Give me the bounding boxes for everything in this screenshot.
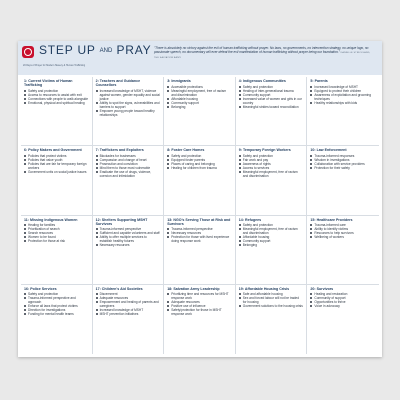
day-cell (93, 146, 165, 215)
prayer-item: Government units on social justice issues (24, 170, 89, 174)
day-title: 19: Affordable Housing Crisis (238, 286, 290, 291)
prayer-list (239, 154, 304, 178)
prayer-item: Positive use of influence (167, 304, 232, 308)
prayer-item: Prosecution and conviction (96, 162, 161, 166)
prayer-list (239, 223, 304, 247)
day-cell (93, 216, 165, 285)
day-title: 13: NGO's Serving Those at Risk and Survivors (167, 217, 231, 226)
prayer-item: Healing and restoration (310, 292, 376, 296)
prayer-list (167, 85, 232, 109)
quote-attribution: DANIELLE STRICKLAND, THE SALVATION ARMY (154, 52, 371, 59)
day-cell (236, 216, 308, 285)
prayer-item: Women to be found (24, 235, 89, 239)
prayer-item: Increased value of women and girls in our country (239, 97, 304, 105)
day-cell (93, 285, 165, 354)
prayer-list (310, 85, 376, 105)
prayer-guide-page (18, 41, 382, 357)
day-title: 4: Indigenous Communities (238, 79, 286, 83)
prayer-item: Empower young people toward healthy relationships (96, 109, 161, 117)
prayer-item: Affordable housing (239, 235, 304, 239)
prayer-item: Ability to spot the signs, vulnerabilities and barriers to support (96, 101, 161, 109)
prayer-item: Access to resources to assist with exit (24, 93, 89, 97)
prayer-item: Sex and forced labour will not be traded for housing (239, 296, 304, 304)
prayer-item: Healing for children from trauma (167, 166, 232, 170)
day-cell (236, 146, 308, 215)
prayer-item: Meaningful strides toward reconciliation (239, 105, 304, 109)
prayer-item: Connections with people to walk alongside (24, 97, 89, 101)
prayer-item: Adequate resources (96, 296, 161, 300)
prayer-list (96, 89, 161, 117)
day-title: 2: Teachers and Guidance Counsellors (95, 79, 141, 88)
prayer-item: Awareness of exploitation and grooming techniques (310, 93, 376, 101)
page-title (39, 43, 151, 57)
prayer-item: Healthy relationships with kids (310, 101, 376, 105)
prayer-list (167, 292, 232, 316)
prayer-item: Mind them to those most vulnerable (96, 166, 161, 170)
day-cell (236, 285, 308, 354)
prayer-item: Affordable housing (167, 97, 232, 101)
prayer-item: Protection for their safety (310, 166, 376, 170)
prayer-item: Equipped to protect their children (310, 89, 376, 93)
prayer-item: Community support (239, 239, 304, 243)
prayer-list (310, 223, 376, 239)
day-title: 20: Survivors (310, 286, 334, 291)
days-grid (21, 77, 379, 354)
prayer-item: Emotional, physical and spiritual healing (24, 101, 89, 105)
day-title: 14: Refugees (238, 217, 262, 222)
prayer-list (96, 154, 161, 178)
prayer-list (310, 292, 376, 308)
prayer-list (239, 85, 304, 109)
prayer-item: Awareness of rights (239, 162, 304, 166)
prayer-item: Policies that protect victims (24, 154, 89, 158)
prayer-item: Necessary resources (167, 231, 232, 235)
prayer-item: Belonging (239, 243, 304, 247)
day-title: 7: Traffickers and Exploiters (95, 148, 144, 153)
prayer-list (167, 154, 232, 170)
prayer-item: Accessible protections (167, 85, 232, 89)
day-cell (307, 216, 379, 285)
prayer-item: Increased knowledge of MSHT, violence against women, gender equality and social justice (96, 89, 161, 101)
day-cell (164, 216, 236, 285)
day-cell (21, 216, 93, 285)
prayer-item: Equipped foster parents (167, 158, 232, 162)
prayer-item: Direction for investigations (24, 308, 89, 312)
quote-text: "There is absolutely no victory against the evil of human trafficking without prayer. No laws, no governments, no intervention strategy, no unique logo, no passionate speech, no documentary will ever defeat the evil manifestation of human trafficking without prayer being our foundation." (154, 46, 369, 54)
prayer-item: Opportunities to thrive (310, 300, 376, 304)
prayer-item: Healing for families (24, 223, 89, 227)
day-title: 6: Policy Makers and Government (24, 148, 82, 153)
prayer-item: Protection for those with lived experience doing response work (167, 235, 232, 243)
prayer-item: Access to services (239, 166, 304, 170)
prayer-list (24, 154, 89, 174)
prayer-list (24, 292, 89, 316)
day-cell (307, 146, 379, 215)
prayer-item: Safety and protection (239, 154, 304, 158)
day-cell (164, 146, 236, 215)
prayer-item: Increased knowledge of MSHT (96, 308, 161, 312)
prayer-item: Meaningful employment, free of racism and discrimination (239, 170, 304, 178)
prayer-item: Necessary resources (96, 243, 161, 247)
day-title: 9: Temporary Foreign Workers (238, 148, 291, 153)
title-and: AND (99, 47, 113, 54)
prayer-list (96, 292, 161, 316)
prayer-item: Fair work and pay (239, 158, 304, 162)
prayer-item: Places of caring and belonging (167, 162, 232, 166)
day-title: 15: Healthcare Providers (310, 217, 353, 222)
prayer-list (96, 227, 161, 247)
prayer-item: Collaboration with service providers (310, 162, 376, 166)
prayer-item: Community of support (310, 296, 376, 300)
prayer-item: Funding for mental health teams (24, 312, 89, 316)
day-title: 8: Foster Care Homes (167, 148, 205, 153)
prayer-item: Community support (239, 93, 304, 97)
prayer-item: Safety/protection for those in MSHT response work (167, 308, 232, 316)
day-cell (307, 285, 379, 354)
page-header (18, 41, 382, 75)
prayer-item: Safety and protection (24, 89, 89, 93)
prayer-item: Resources to help survivors (310, 231, 376, 235)
header-quote (154, 46, 376, 60)
prayer-item: Sufficient and capable volunteers and staff (96, 231, 161, 235)
day-cell (164, 285, 236, 354)
day-cell (93, 77, 165, 146)
prayer-list (24, 89, 89, 105)
day-title: 1: Current Victims of Human Trafficking (24, 79, 73, 88)
prayer-list (24, 223, 89, 243)
prayer-item: Safety and protection (239, 85, 304, 89)
day-title: 10: Law Enforcement (310, 148, 347, 153)
day-title: 5: Parents (310, 79, 328, 83)
prayer-item: Trauma-informed perspective (167, 227, 232, 231)
prayer-item: Government solutions to the housing crisis (239, 304, 304, 308)
day-title: 3: Immigrants (167, 79, 191, 83)
prayer-item: Safe and affordable housing (239, 292, 304, 296)
prayer-item: Enforce all laws that protect victims (24, 304, 89, 308)
title-step-up: STEP UP (39, 43, 96, 57)
prayer-item: Empowerment and healing of parents and caregivers (96, 300, 161, 308)
prayer-item: Compassion and change of heart (96, 158, 161, 162)
page-subtitle: 20 Days of Prayer for Modern Slavery & Human Trafficking (23, 64, 86, 67)
prayer-item: Safety and protection (239, 223, 304, 227)
salvation-army-shield-icon (22, 46, 34, 58)
title-pray: PRAY (116, 43, 152, 57)
prayer-list (167, 227, 232, 243)
prayer-item: Meaningful employment, free of racism and discrimination (167, 89, 232, 97)
prayer-item: Policies that value youth (24, 158, 89, 162)
prayer-item: Ability to offer multiple services to establish healthy futures (96, 235, 161, 243)
prayer-item: Belonging (167, 105, 232, 109)
day-cell (21, 146, 93, 215)
prayer-item: Wellbeing of workers (310, 235, 376, 239)
day-cell (21, 77, 93, 146)
day-title: 12: Shelters Supporting MSHT Survivors (95, 217, 148, 226)
day-cell (307, 77, 379, 146)
prayer-item: Protection for those at risk (24, 239, 89, 243)
prayer-item: Healing of inter-generational trauma (239, 89, 304, 93)
prayer-item: Trauma-informed responses (310, 154, 376, 158)
prayer-item: Wisdom in investigations (310, 158, 376, 162)
prayer-list (310, 154, 376, 170)
prayer-item: Voice in advocacy (310, 304, 376, 308)
day-cell (164, 77, 236, 146)
prayer-item: Meaningful employment, free of racism and discrimination (239, 227, 304, 235)
prayer-item: Search resources (24, 231, 89, 235)
day-title: 11: Missing Indigenous Women (24, 217, 78, 222)
prayer-item: MSHT prevention initiatives (96, 312, 161, 316)
prayer-item: Policies that are fair for temporary foreign workers (24, 162, 89, 170)
prayer-item: Ability to identify victims (310, 227, 376, 231)
day-title: 17: Children's Aid Societies (95, 286, 143, 291)
day-cell (236, 77, 308, 146)
prayer-item: Safety and protection (24, 292, 89, 296)
prayer-item: Blockades for businesses (96, 154, 161, 158)
prayer-item: Community support (167, 101, 232, 105)
prayer-item: Trauma-informed perspective and approach (24, 296, 89, 304)
prayer-item: Adequate resources (167, 300, 232, 304)
prayer-item: Trauma-informed perspective (96, 227, 161, 231)
prayer-item: Safety and protection (167, 154, 232, 158)
prayer-item: Prioritization of search (24, 227, 89, 231)
prayer-item: Prioritizing time and resources for MSHT response work (167, 292, 232, 300)
day-cell (21, 285, 93, 354)
prayer-item: Discernment (96, 292, 161, 296)
day-title: 18: Salvation Army Leadership (167, 286, 220, 291)
prayer-item: Increased knowledge of MSHT (310, 85, 376, 89)
day-title: 16: Police Services (24, 286, 57, 291)
prayer-list (239, 292, 304, 308)
prayer-item: Eradicate the use of drugs, violence, coercion and intimidation (96, 170, 161, 178)
prayer-item: Trauma-informed care (310, 223, 376, 227)
